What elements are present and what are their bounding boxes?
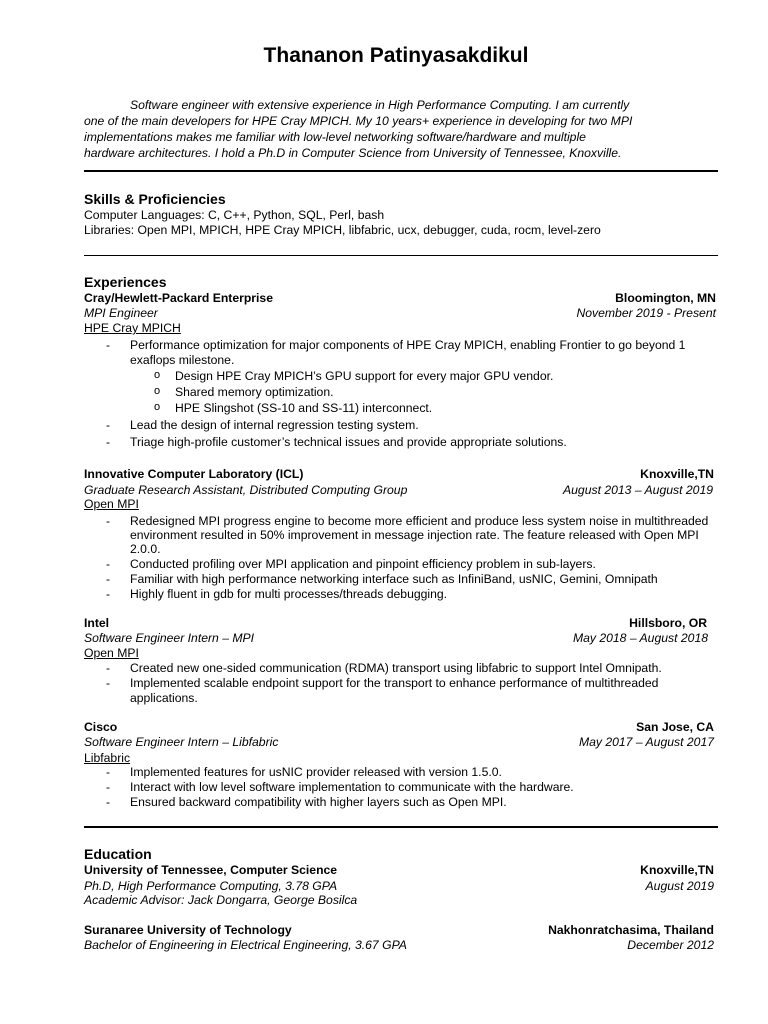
divider	[84, 826, 718, 828]
job-location: Knoxville,TN	[640, 467, 714, 481]
bullet-dash: -	[106, 587, 111, 601]
education-heading: Education	[84, 846, 152, 862]
job-bullet: Ensured backward compatibility with higher layers such as Open MPI.	[130, 795, 507, 809]
skills-libraries: Libraries: Open MPI, MPICH, HPE Cray MPICH, libfabric, ucx, debugger, cuda, rocm, level-zero	[84, 223, 601, 237]
job-sub-bullet: Shared memory optimization.	[175, 385, 334, 399]
job-bullet: Highly fluent in gdb for multi processes/threads debugging.	[130, 587, 448, 601]
bullet-dash: -	[106, 557, 111, 571]
school-advisor: Academic Advisor: Jack Dongarra, George Bosilca	[84, 893, 358, 907]
job-bullet-cont: applications.	[130, 691, 198, 705]
job-bullet-cont: 2.0.0.	[130, 542, 161, 556]
school-date: August 2019	[645, 879, 714, 893]
summary-line: implementations makes me familiar with low-level networking software/hardware and multiple	[84, 130, 586, 144]
divider	[84, 170, 718, 172]
job-location: Hillsboro, OR	[629, 616, 707, 630]
job-company: Cisco	[84, 720, 118, 734]
bullet-dash: -	[106, 338, 111, 352]
bullet-dash: -	[106, 676, 111, 690]
summary-line: Software engineer with extensive experience in High Performance Computing. I am currently	[130, 98, 630, 112]
divider	[84, 255, 718, 256]
skills-heading: Skills & Proficiencies	[84, 191, 226, 207]
job-role: MPI Engineer	[84, 306, 158, 320]
job-company: Intel	[84, 616, 110, 630]
job-bullet: Triage high-profile customer’s technical issues and provide appropriate solutions.	[130, 435, 567, 449]
job-bullet: Conducted profiling over MPI application and pinpoint efficiency problem in sub-layers.	[130, 557, 596, 571]
bullet-dash: -	[106, 418, 111, 432]
job-bullet: Interact with low level software implementation to communicate with the hardware.	[130, 780, 574, 794]
job-bullet: Performance optimization for major components of HPE Cray MPICH, enabling Frontier to go beyond 1	[130, 338, 686, 352]
bullet-dash: -	[106, 661, 111, 675]
job-company: Innovative Computer Laboratory (ICL)	[84, 467, 304, 481]
school-date: December 2012	[627, 938, 714, 952]
job-bullet: Familiar with high performance networking interface such as InfiniBand, usNIC, Gemini, Omnipath	[130, 572, 658, 586]
job-dates: May 2018 – August 2018	[572, 631, 708, 645]
experiences-heading: Experiences	[84, 274, 167, 290]
job-location: San Jose, CA	[636, 720, 714, 734]
job-dates: August 2013 – August 2019	[563, 483, 713, 497]
job-bullet: Implemented features for usNIC provider released with version 1.5.0.	[130, 765, 502, 779]
bullet-dash: -	[106, 765, 111, 779]
job-bullet: Lead the design of internal regression testing system.	[130, 418, 419, 432]
skills-languages: Computer Languages: C, C++, Python, SQL, Perl, bash	[84, 208, 385, 222]
summary-line: hardware architectures. I hold a Ph.D in Computer Science from University of Tennessee, Knoxville.	[84, 146, 622, 160]
job-bullet: Implemented scalable endpoint support for the transport to enhance performance of multithreaded	[130, 676, 659, 690]
bullet-dash: -	[106, 795, 111, 809]
bullet-dash: -	[106, 780, 111, 794]
job-role: Graduate Research Assistant, Distributed Computing Group	[84, 483, 408, 497]
school-location: Nakhonratchasima, Thailand	[548, 923, 714, 937]
job-role: Software Engineer Intern – MPI	[84, 631, 255, 645]
job-role: Software Engineer Intern – Libfabric	[84, 735, 279, 749]
sub-bullet-circle: o	[154, 401, 161, 413]
job-project: Libfabric	[84, 751, 131, 765]
job-project: Open MPI	[84, 497, 139, 511]
sub-bullet-circle: o	[154, 369, 161, 381]
summary-paragraph	[84, 97, 714, 161]
bullet-dash: -	[106, 572, 111, 586]
school-degree: Bachelor of Engineering in Electrical Engineering, 3.67 GPA	[84, 938, 407, 952]
job-bullet: Redesigned MPI progress engine to become more efficient and produce less system noise in multithreaded	[130, 514, 709, 528]
job-location: Bloomington, MN	[615, 291, 716, 305]
job-bullet: Created new one-sided communication (RDMA) transport using libfabric to support Intel Omnipath.	[130, 661, 662, 675]
job-sub-bullet: Design HPE Cray MPICH’s GPU support for every major GPU vendor.	[175, 369, 554, 383]
job-bullet-cont: exaflops milestone.	[130, 353, 235, 367]
job-project: HPE Cray MPICH	[84, 321, 181, 335]
sub-bullet-circle: o	[154, 385, 161, 397]
job-company: Cray/Hewlett-Packard Enterprise	[84, 291, 273, 305]
job-dates: May 2017 – August 2017	[578, 735, 714, 749]
bullet-dash: -	[106, 435, 111, 449]
job-project: Open MPI	[84, 646, 139, 660]
school-name: Suranaree University of Technology	[84, 923, 292, 937]
bullet-dash: -	[106, 514, 111, 528]
school-location: Knoxville,TN	[640, 863, 714, 877]
job-dates: November 2019 - Present	[576, 306, 716, 320]
job-sub-bullet: HPE Slingshot (SS-10 and SS-11) interconnect.	[175, 401, 433, 415]
school-degree: Ph.D, High Performance Computing, 3.78 GPA	[84, 879, 338, 893]
job-bullet-cont: environment resulted in 50% improvement in message injection rate. The feature released with Open MPI	[130, 528, 699, 542]
candidate-name: Thananon Patinyasakdikul	[263, 44, 529, 67]
summary-line: one of the main developers for HPE Cray MPICH. My 10 years+ experience in developing for two MPI	[84, 114, 633, 128]
school-name: University of Tennessee, Computer Science	[84, 863, 338, 877]
